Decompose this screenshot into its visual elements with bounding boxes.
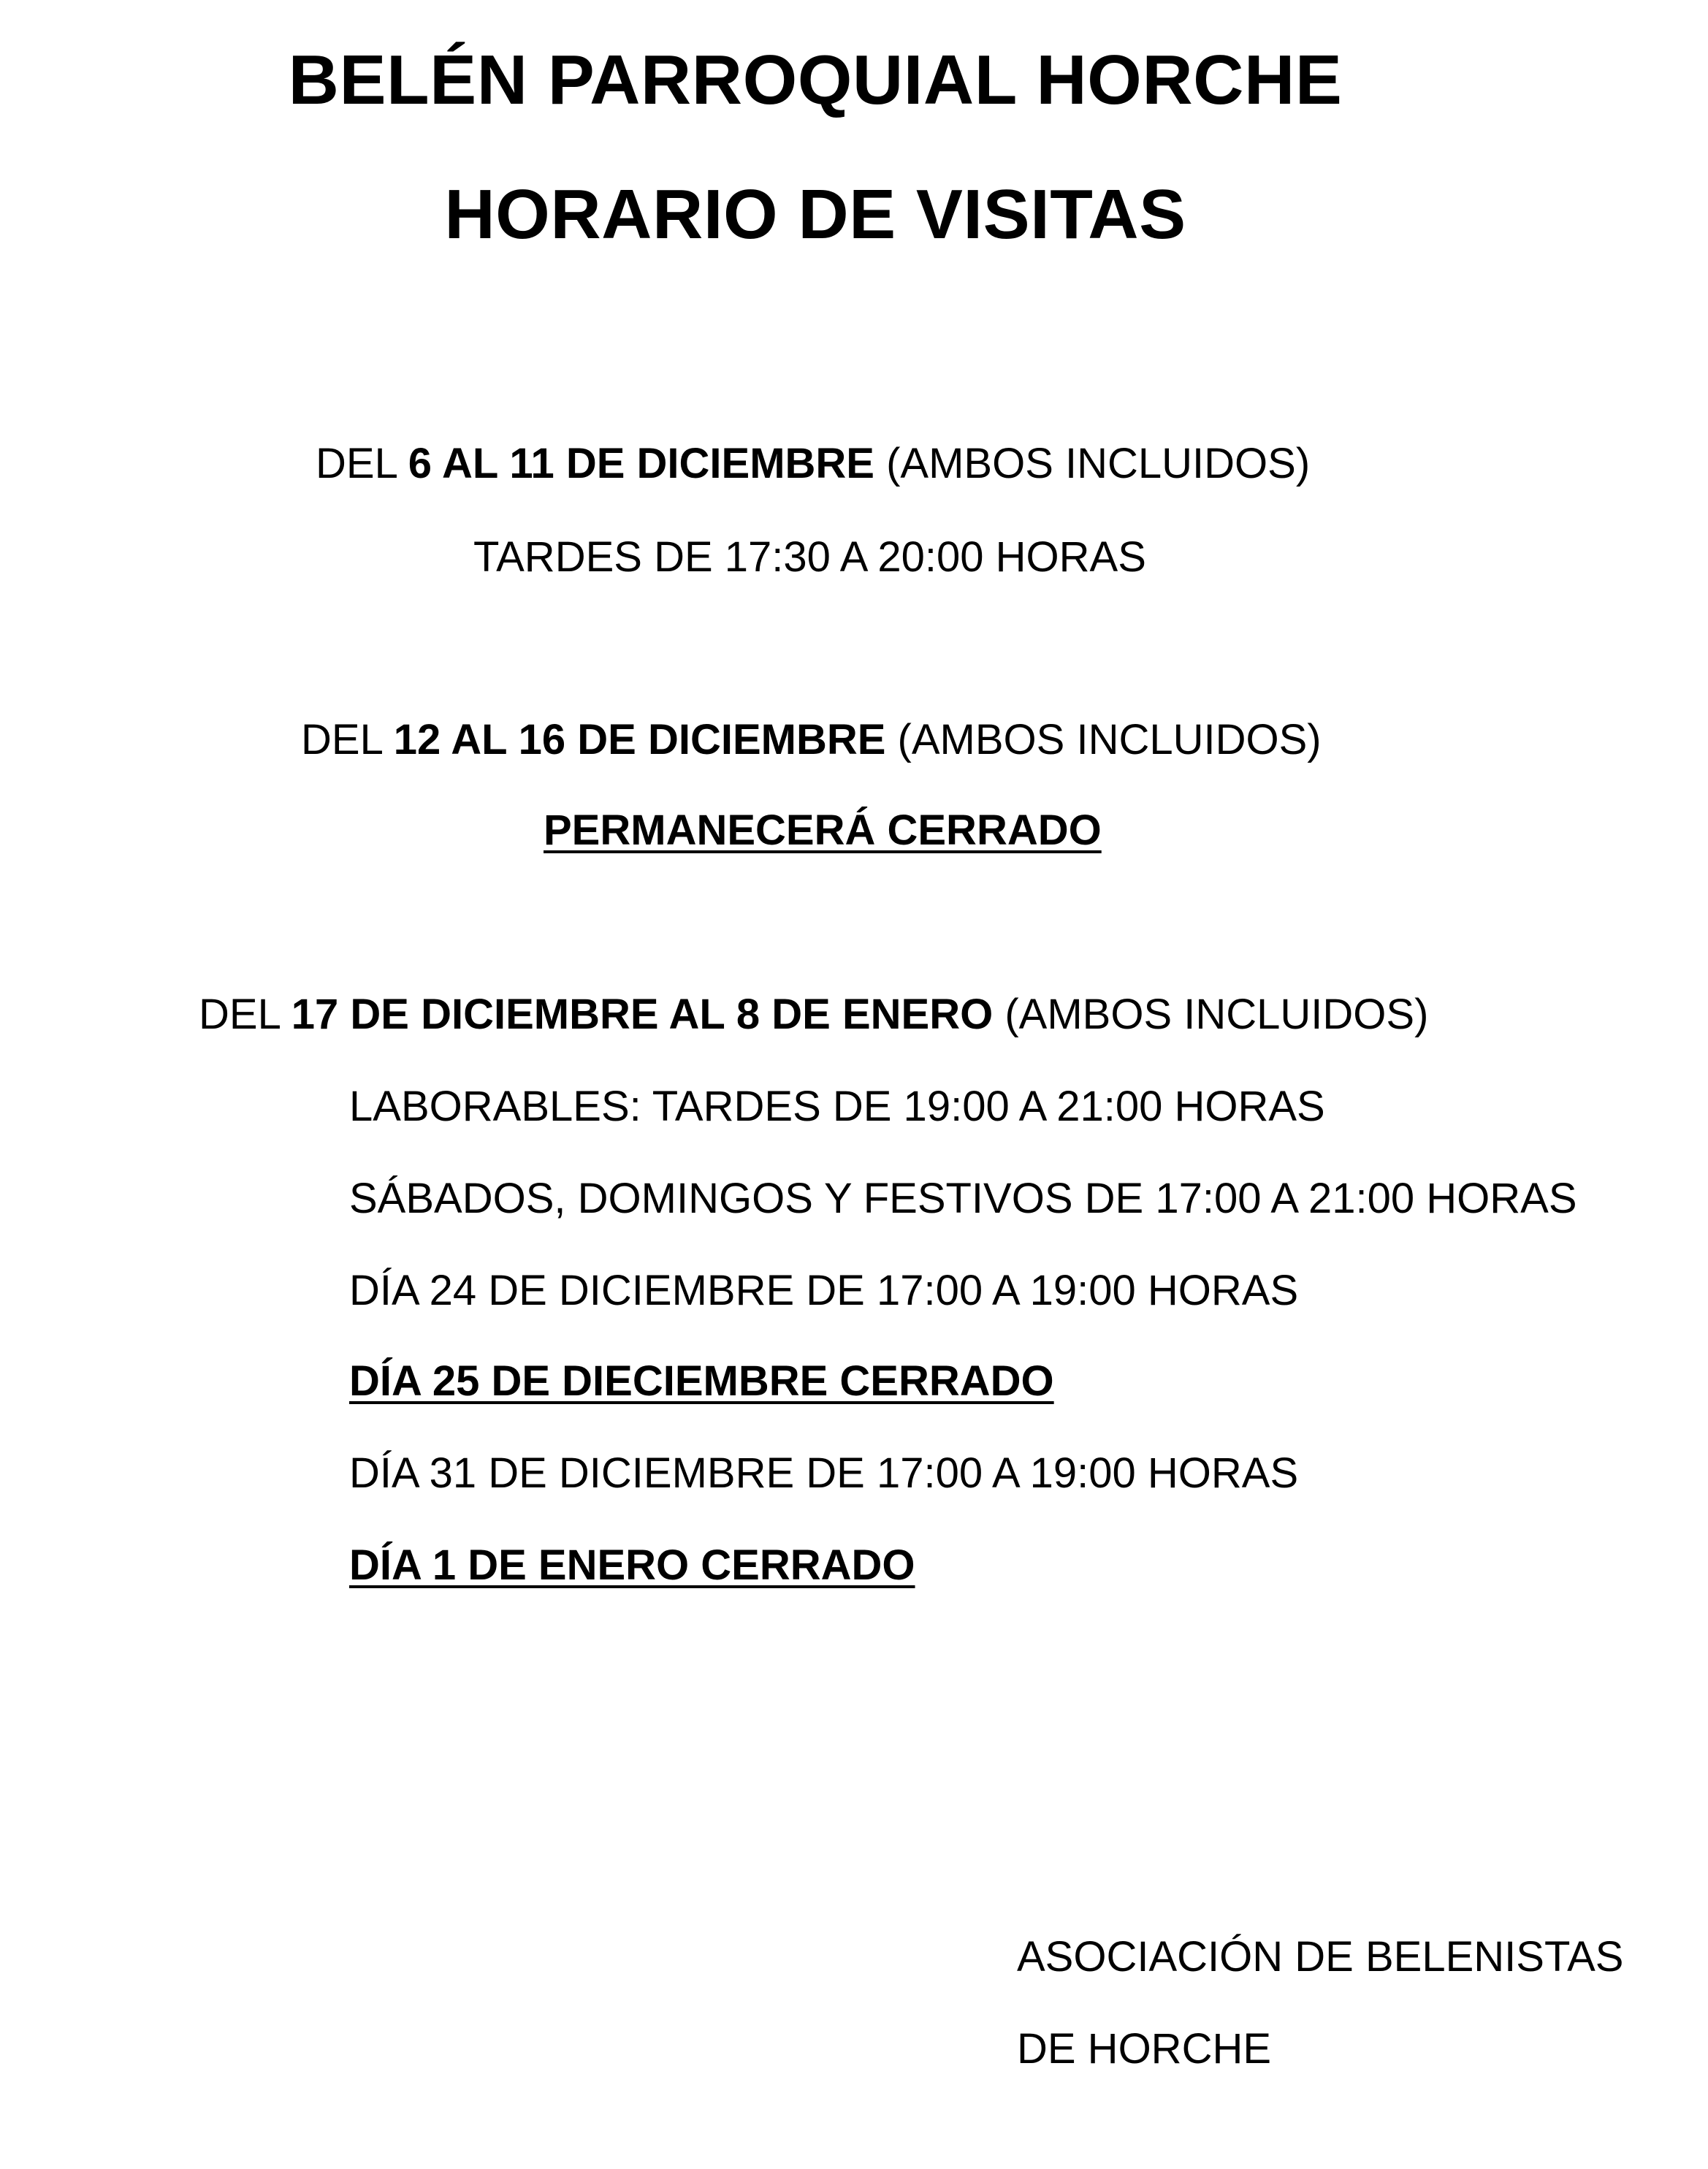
period-heading-suffix: (AMBOS INCLUIDOS)	[885, 716, 1322, 763]
period-heading-2	[301, 716, 1322, 763]
period-heading-dates: 12 AL 16 DE DICIEMBRE	[393, 716, 886, 763]
schedule-line: TARDES DE 17:30 A 20:00 HORAS	[473, 533, 1146, 581]
schedule-line: DÍA 31 DE DICIEMBRE DE 17:00 A 19:00 HORAS	[349, 1449, 1299, 1497]
schedule-line: SÁBADOS, DOMINGOS Y FESTIVOS DE 17:00 A 21:00 HORAS	[349, 1175, 1577, 1222]
signature-line-2: DE HORCHE	[1017, 2025, 1272, 2073]
period-heading-3	[199, 991, 1429, 1038]
period-heading-dates: 6 AL 11 DE DICIEMBRE	[408, 440, 874, 487]
period-heading-1	[316, 440, 1311, 487]
period-heading-prefix: DEL	[316, 440, 408, 487]
schedule-line: DÍA 24 DE DICIEMBRE DE 17:00 A 19:00 HORAS	[349, 1267, 1299, 1314]
signature-line-1: ASOCIACIÓN DE BELENISTAS	[1017, 1933, 1624, 1981]
closed-notice: DÍA 1 DE ENERO CERRADO	[349, 1541, 915, 1589]
period-heading-dates: 17 DE DICIEMBRE AL 8 DE ENERO	[291, 991, 994, 1038]
document-subtitle: HORARIO DE VISITAS	[444, 175, 1186, 254]
period-heading-prefix: DEL	[301, 716, 394, 763]
period-heading-prefix: DEL	[199, 991, 291, 1038]
closed-notice: DÍA 25 DE DIECIEMBRE CERRADO	[349, 1357, 1054, 1405]
period-heading-suffix: (AMBOS INCLUIDOS)	[993, 991, 1429, 1038]
schedule-line: LABORABLES: TARDES DE 19:00 A 21:00 HORAS	[349, 1083, 1325, 1130]
closed-notice: PERMANECERÁ CERRADO	[544, 807, 1102, 854]
period-heading-suffix: (AMBOS INCLUIDOS)	[874, 440, 1311, 487]
document-title: BELÉN PARROQUIAL HORCHE	[288, 41, 1343, 119]
